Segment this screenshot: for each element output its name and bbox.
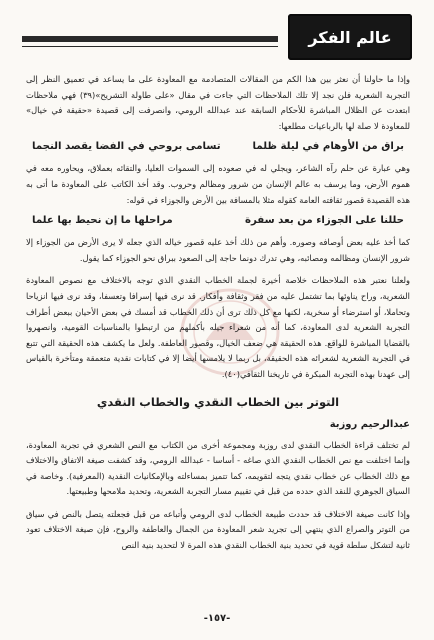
paragraph: وإذا كانت صيغة الاختلاف قد حددت طبيعة الخطاب لدى الرومي وأتباعه من قبل فجعلته يتصل بالنص في سياق من التوتر والصراع الذي ينتهي إلى تجريد شعر المعاودة من الجمال والعاطفة والروح، فإن صيغة الاختلاف تعود ثانية لتشكل سلطة قوية في تحديد بنية الخطاب النقدي هذه المرة لا لتحديد بنية النص xyxy=(26,508,410,551)
paragraph: وإذا ما حاولنا أن نعثر بين هذا الكم من المقالات المتصادمة مع المعاودة على ما يساعد في تعميق النظر إلى التجربة الشعرية فلن نجد إلا تلك الملاحظات التي جاءت في مقال «على طاولة التشريح»(٣٩) فهي ملاحظات ابتعدت عن الظلال المباشرة للأحكام السابقة عند عبدالله الرومي، وانصرفت إلى قصيدة «حقيقة في خيال» للمعاودة لا صلة لها بالرباعيات مطلعها: xyxy=(26,74,410,131)
paragraph: لم تختلف قراءة الخطاب النقدي لدى روزبة ومجموعة أخرى من الكتاب مع النص الشعري في تجربة المعاودة، وإنما اختلفت مع نص الخطاب النقدي الذي صاغه - أساسا - عبدالله الرومي، وقد كشفت صيغة الاتفاق والاختلاف مع ذلك الخطاب عن خطاب نقدي يتجه لتقويمه، كما تتميز بمساءلته وبالإمكانيات النقدية (المعرفية). وخاصة في السياق الجوهري للنقد الذي حدده من قبل في تقييم مسار التجربة الشعرية، وتحديد ملامحها وطبيعتها. xyxy=(26,439,410,497)
page-number: -١٥٧- xyxy=(203,613,231,624)
header-rule-thin xyxy=(22,46,278,47)
section-heading: التوتر بين الخطاب النقدي والخطاب النقدي xyxy=(96,394,340,409)
running-header xyxy=(22,14,412,62)
paragraph: وهي عبارة عن حلم رآه الشاعر، ويجلي له في صعوده إلى السموات العليا، والتقائه بعملاق، ويحاوره معه في هموم الأرض، وما يرسف به عالم الإنسان من شرور ومظالم وحروب. وقد أخذ الكاتب على المعاودة ما أتى به هذه القصيدة قصور ثقافته العامة كقوله مثلا بالمسافة بين الأرض والجوزاء في قوله: xyxy=(26,163,410,205)
paragraph: ولعلنا نعتبر هذه الملاحظات خلاصة أخيرة لجملة الخطاب النقدي الذي توجه بالاختلاف مع نصوص المعاودة الشعرية، وراح يناوئها بما تشتمل عليه من فقر وثقافة وأفكار. قد نرى فيها إسرافا وتعسفا، وقد نرى فيها انزياحا وتحاملا، أو استرضاء أو سخرية، لكنها مع كل ذلك ترى أن ذلك الخطاب قد أمسك في بعض الأحيان ببعض أطراف التجربة الشعرية لدى المعاودة، كما أنه من شعراء جيله بأكملهم من ارتبطوا بالمناسبات القومية، وانصهروا بالقضايا المباشرة للواقع. هذه الحقيقة هي ضعف الخيال، وقصور العاطفة. ولعل ما يكشف هذه الحقيقة التي تتبع في التجربة الشعرية لشعرائه هذه الحقيقة، بل ربما لا يلامسها أيضا إلا في كتابات نقدية متعمقة ومتأخرة بالقياس إلى عهدنا بهذه التجربة المبكرة في تاريخنا الثقافي(٤٠). xyxy=(26,275,410,379)
header-rule xyxy=(22,36,278,42)
paragraph: كما أخذ عليه بعض أوصافه وصوره. وأهم من ذلك أخذ عليه قصور خياله الذي جعله لا يرى الأرض من الجوزاء إلا شرور الإنسان ومظالمه ومصائبه، وهي تدرك دونما حاجة إلى الصعود ببراق نحو الجوزاء كما يقول. xyxy=(26,237,410,263)
verse-line xyxy=(32,141,404,152)
page xyxy=(14,0,420,640)
article-body xyxy=(26,72,410,561)
journal-brand: عالم الفكر xyxy=(288,14,412,60)
verse-line xyxy=(32,215,404,226)
verse-hemistich-left: تسامى بروحي في الفضا يقصد النجما xyxy=(32,141,221,153)
verse-hemistich-right: حللنا على الجوزاء من بعد سفرة xyxy=(244,215,404,227)
verse-hemistich-right: براق من الأوهام في ليلة ظلما xyxy=(252,141,404,153)
author-name: عبدالرحيم روزبة xyxy=(329,418,410,430)
verse-hemistich-left: مراحلها ما إن نحيط بها علما xyxy=(32,215,173,227)
